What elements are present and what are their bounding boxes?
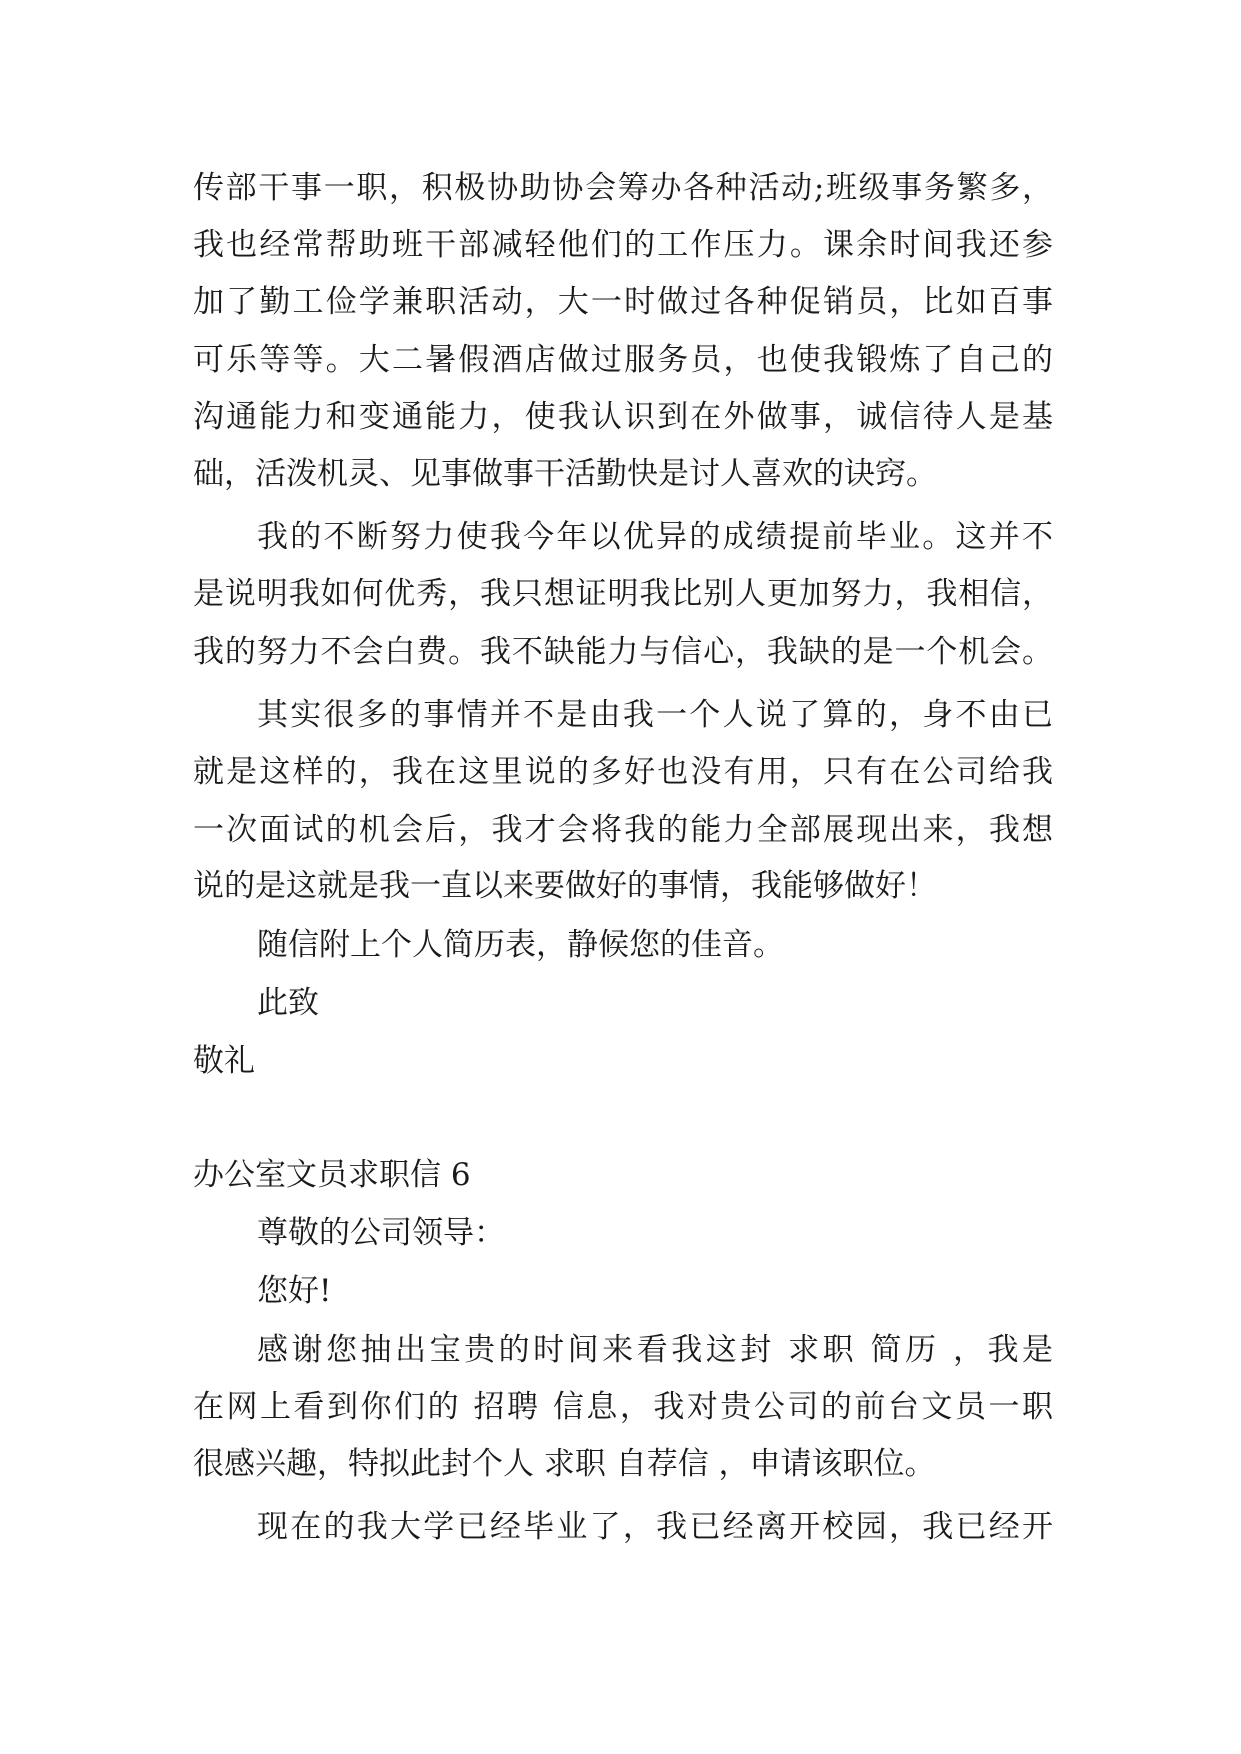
section-heading: 办公室文员求职信 6 xyxy=(193,1157,471,1193)
paragraph-line: 很感兴趣，特拟此封个人 求职 自荐信 ，申请该职位。 xyxy=(193,1446,936,1482)
paragraph-line: 感谢您抽出宝贵的时间来看我这封 求职 简历 ，我是 xyxy=(257,1332,1053,1368)
paragraph-line: 我也经常帮助班干部减轻他们的工作压力。课余时间我还参 xyxy=(193,227,1053,263)
paragraph-line: 一次面试的机会后，我才会将我的能力全部展现出来，我想 xyxy=(193,812,1053,848)
paragraph-line: 随信附上个人简历表，静候您的佳音。 xyxy=(257,927,784,963)
paragraph-line: 我的努力不会白费。我不缺能力与信心，我缺的是一个机会。 xyxy=(193,634,1053,670)
paragraph-line: 其实很多的事情并不是由我一个人说了算的，身不由已 xyxy=(257,697,1053,733)
paragraph-line: 我的不断努力使我今年以优异的成绩提前毕业。这并不 xyxy=(257,519,1053,555)
paragraph-line: 是说明我如何优秀，我只想证明我比别人更加努力，我相信， xyxy=(193,576,1053,612)
paragraph-line: 说的是这就是我一直以来要做好的事情，我能够做好！ xyxy=(193,868,937,904)
closing-regards: 敬礼 xyxy=(193,1043,255,1079)
paragraph-line: 现在的我大学已经毕业了，我已经离开校园，我已经开 xyxy=(257,1509,1053,1545)
paragraph-line: 可乐等等。大二暑假酒店做过服务员，也使我锻炼了自己的 xyxy=(193,342,1053,378)
paragraph-line: 加了勤工俭学兼职活动，大一时做过各种促销员，比如百事 xyxy=(193,284,1053,320)
paragraph-line: 在网上看到你们的 招聘 信息，我对贵公司的前台文员一职 xyxy=(193,1389,1053,1425)
paragraph-line: 沟通能力和变通能力，使我认识到在外做事，诚信待人是基 xyxy=(193,399,1053,435)
paragraph-line: 就是这样的，我在这里说的多好也没有用，只有在公司给我 xyxy=(193,754,1053,790)
paragraph-line: 础，活泼机灵、见事做事干活勤快是讨人喜欢的诀窍。 xyxy=(193,456,937,492)
greeting: 您好! xyxy=(257,1273,332,1309)
closing-salutation: 此致 xyxy=(257,985,319,1021)
paragraph-line: 传部干事一职，积极协助协会筹办各种活动;班级事务繁多， xyxy=(193,170,1053,206)
greeting-addressee: 尊敬的公司领导： xyxy=(257,1215,505,1251)
